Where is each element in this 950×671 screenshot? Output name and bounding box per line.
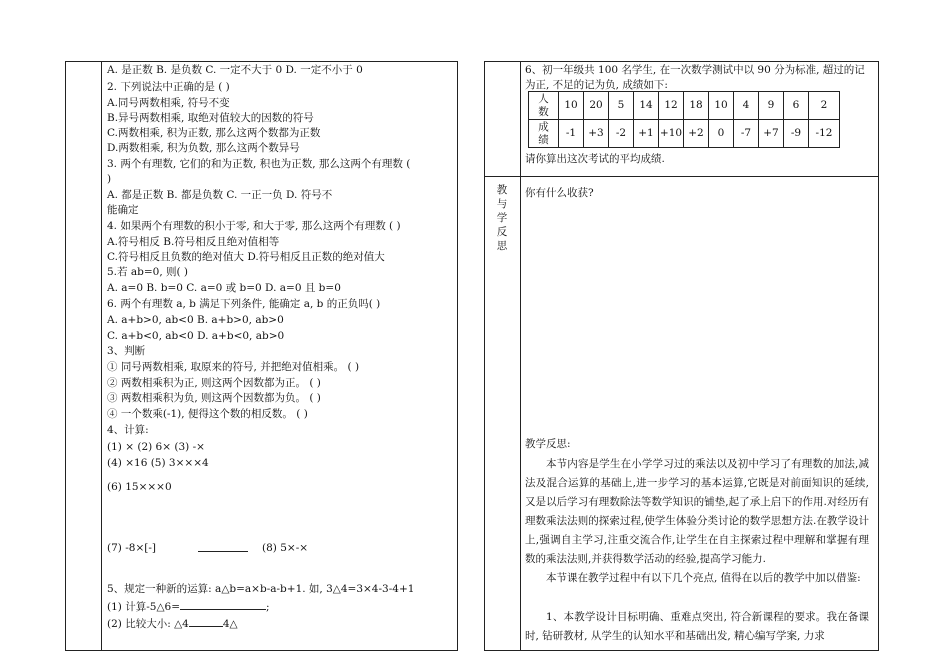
score-cell: 0: [709, 120, 734, 148]
right-frame-top: [484, 61, 879, 62]
left-line-15: A. a=0 B. b=0 C. a=0 或 b=0 D. a=0 且 b=0: [107, 282, 341, 294]
score-cell: +3: [584, 120, 609, 148]
left-line-6: D.两数相乘, 积为负数, 那么这两个数异号: [107, 142, 300, 154]
score-cell: +7: [759, 120, 784, 148]
side-label-char: 反: [496, 226, 508, 238]
question-5-title: 5、规定一种新的运算: a△b=a×b-a-b+1. 如, 3△4=3×4-3-4+1: [107, 583, 415, 595]
calc-7-answer-line: [198, 551, 248, 552]
side-label-char: 思: [496, 240, 508, 252]
left-line-11: 4. 如果两个有理数的积小于零, 和大于零, 那么这两个有理数 ( ): [107, 220, 401, 232]
left-frame-bottom: [65, 650, 458, 651]
calc-item-6: (6) 15×××0: [107, 481, 172, 493]
left-line-10: 能确定: [107, 204, 139, 216]
count-cell: 10: [559, 92, 584, 120]
left-line-18: C. a+b<0, ab<0 D. a+b<0, ab>0: [107, 330, 285, 342]
left-line-17: A. a+b>0, ab<0 B. a+b>0, ab>0: [107, 314, 284, 326]
side-label-char: 教: [496, 184, 508, 196]
left-frame-top: [65, 61, 458, 62]
question-5-part-1-end: ;: [266, 601, 270, 613]
score-cell: -2: [609, 120, 634, 148]
left-frame-left: [65, 61, 66, 651]
reflection-paragraph-2: 本节课在教学过程中有以下几个亮点, 值得在以后的教学中加以借鉴:: [546, 572, 861, 584]
count-cell: 10: [709, 92, 734, 120]
answer-blank-1[interactable]: [180, 599, 266, 610]
left-line-3: A.同号两数相乘, 符号不变: [107, 97, 230, 109]
count-cell: 9: [759, 92, 784, 120]
question-5-part-1: [107, 599, 270, 614]
right-frame-bottom: [484, 650, 879, 651]
question-5-part-2: [107, 616, 238, 631]
gain-question: 你有什么收获?: [525, 187, 594, 199]
left-line-16: 6. 两个有理数 a, b 满足下列条件, 能确定 a, b 的正负吗( ): [107, 298, 381, 310]
question-5-part-2-text: (2) 比较大小: △4: [107, 618, 189, 630]
left-frame-right: [457, 61, 458, 651]
calc-item-8: (8) 5×-×: [262, 542, 309, 554]
reflection-title: 教学反思:: [525, 438, 571, 450]
count-cell: 2: [809, 92, 840, 120]
count-cell: 5: [609, 92, 634, 120]
table-row: [529, 120, 840, 148]
calc-item-7: (7) -8×[-]: [107, 542, 156, 554]
left-line-1: A. 是正数 B. 是负数 C. 一定不大于 0 D. 一定不小于 0: [107, 64, 363, 76]
right-frame-left: [484, 61, 485, 651]
score-cell: -1: [559, 120, 584, 148]
count-cell: 12: [659, 92, 684, 120]
question-5-part-1-text: (1) 计算-5△6=: [107, 601, 180, 613]
left-line-24: 4、计算:: [107, 424, 149, 436]
count-cell: 18: [684, 92, 709, 120]
left-line-26: (4) ×16 (5) 3×××4: [107, 457, 209, 469]
question-6-line-2: 为正, 不足的记为负, 成绩如下:: [525, 79, 668, 91]
score-cell: -12: [809, 120, 840, 148]
left-line-8: ): [107, 173, 112, 185]
left-line-22: ③ 两数相乘积为负, 则这两个因数都为负。 ( ): [107, 392, 321, 404]
row-header-score-char-1: 成: [538, 120, 549, 133]
score-cell: -9: [784, 120, 809, 148]
left-line-21: ② 两数相乘积为正, 则这两个因数都为正。 ( ): [107, 377, 321, 389]
count-cell: 4: [734, 92, 759, 120]
question-6-ask: 请你算出这次考试的平均成绩.: [525, 153, 665, 165]
score-cell: -7: [734, 120, 759, 148]
left-frame-divider: [101, 61, 102, 651]
count-cell: 6: [784, 92, 809, 120]
left-line-20: ① 同号两数相乘, 取原来的符号, 并把绝对值相乘。 ( ): [107, 361, 360, 373]
left-line-2: 2. 下列说法中正确的是 ( ): [107, 81, 230, 93]
left-line-14: 5.若 ab=0, 则( ): [107, 266, 189, 278]
row-header-score: [529, 120, 559, 148]
right-frame-right: [878, 61, 879, 651]
reflection-paragraph-1: 本节内容是学生在小学学习过的乘法以及初中学习了有理数的加法,减法及混合运算的基础上,进一步学习的基本运算,它既是对前面知识的延续,又是以后学习有理数除法等数学知识的铺垫,起了承上启下的作用.对经历有理数乘法法则的探索过程,使学生体验分类讨论的数学思想方法.在教学设计上,强调自主学习,注重交流合作,让学生在自主探索过程中理解和掌握有理数的乘法法则,并获得数学活动的经验,提高学习能力.: [525, 458, 869, 565]
row-header-score-char-2: 绩: [538, 133, 549, 146]
table-row: [529, 92, 840, 120]
row-header-count: [529, 92, 559, 120]
right-frame-divider: [520, 61, 521, 651]
left-line-23: ④ 一个数乘(-1), 便得这个数的相反数。 ( ): [107, 408, 308, 420]
right-frame-mid: [484, 176, 879, 177]
row-header-count-char-2: 数: [538, 105, 549, 118]
left-line-12: A.符号相反 B.符号相反且绝对值相等: [107, 236, 280, 248]
score-cell: +1: [634, 120, 659, 148]
left-line-25: (1) × (2) 6× (3) -×: [107, 441, 205, 453]
answer-blank-2[interactable]: [189, 616, 223, 627]
question-6-line-1: 6、初一年级共 100 名学生, 在一次数学测试中以 90 分为标准, 超过的记: [525, 64, 865, 76]
left-line-4: B.异号两数相乘, 取绝对值较大的因数的符号: [107, 112, 314, 124]
left-line-7: 3. 两个有理数, 它们的和为正数, 积也为正数, 那么这两个有理数 (: [107, 158, 411, 170]
score-cell: +2: [684, 120, 709, 148]
reflection-paragraph-3: 1、本教学设计目标明确、重难点突出, 符合新课程的要求。我在备课时, 钻研教材, 从学生的认知水平和基础出发, 精心编写学案, 力求: [525, 611, 869, 642]
left-line-13: C.符号相反且负数的绝对值大 D.符号相反且正数的绝对值大: [107, 251, 385, 263]
row-header-count-char-1: 人: [538, 92, 549, 105]
score-cell: +10: [659, 120, 684, 148]
left-line-9: A. 都是正数 B. 都是负数 C. 一正一负 D. 符号不: [107, 189, 333, 201]
left-line-19: 3、判断: [107, 345, 146, 357]
score-table: [528, 91, 840, 148]
count-cell: 14: [634, 92, 659, 120]
side-label-char: 学: [496, 212, 508, 224]
question-5-part-2-end: 4△: [222, 618, 238, 630]
reflection-side-label: [495, 183, 509, 253]
count-cell: 20: [584, 92, 609, 120]
side-label-char: 与: [496, 198, 508, 210]
left-line-5: C.两数相乘, 积为正数, 那么这两个数都为正数: [107, 127, 321, 139]
